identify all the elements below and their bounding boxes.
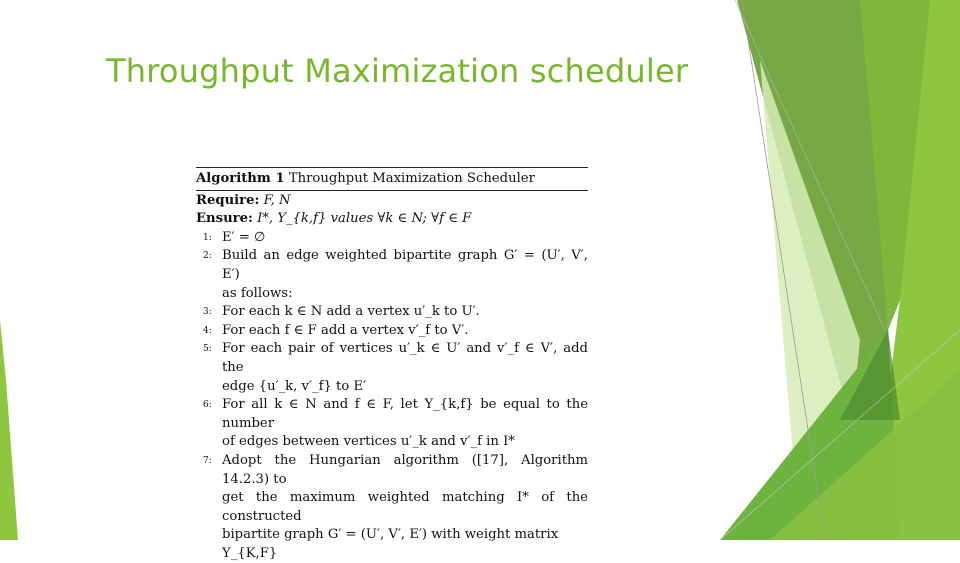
step-text: bipartite graph G′ = (U′, V′, E′) with weight matrix: [222, 527, 559, 543]
step-number: 3:: [203, 307, 212, 318]
step-text: of edges between vertices u′_k and v′_f in I*: [222, 434, 515, 450]
algorithm-ensure: [196, 210, 588, 229]
deco-left-sliver: [0, 320, 18, 540]
algorithm-step: [196, 452, 588, 489]
algorithm-step: [196, 433, 588, 452]
step-number: [196, 489, 222, 526]
step-text: Build an edge weighted bipartite graph G′ = (U′, V′, E′): [222, 248, 588, 282]
slide-title: Throughput Maximization scheduler: [106, 52, 689, 90]
algorithm-label: Algorithm 1: [196, 171, 285, 186]
step-text: edge {u′_k, v′_f} to E′: [222, 378, 367, 394]
algorithm-step: [196, 340, 588, 377]
step-number: [196, 378, 222, 397]
algorithm-step: [196, 322, 588, 341]
step-number: 5:: [203, 344, 212, 355]
step-text: For each pair of vertices u′_k ∈ U′ and v′_f ∈ V′, add the: [222, 341, 588, 375]
step-text: as follows:: [222, 285, 293, 301]
algorithm-step: [196, 396, 588, 433]
require-label: Require:: [196, 192, 260, 208]
step-number: [196, 285, 222, 304]
step-number: 2:: [203, 251, 212, 262]
step-text: For each f ∈ F add a vertex v′_f to V′.: [222, 322, 469, 338]
step-text: For each k ∈ N add a vertex u′_k to U′.: [222, 304, 480, 320]
require-text: F, N: [263, 192, 291, 208]
algorithm-header-rule: [196, 190, 588, 191]
algorithm-step: [196, 285, 588, 304]
step-number: 1:: [203, 232, 212, 243]
algorithm-step: [196, 489, 588, 526]
algorithm-step: [196, 303, 588, 322]
step-number: 6:: [203, 400, 212, 411]
step-text: E′ = ∅: [222, 229, 266, 245]
step-number: 7:: [203, 455, 212, 466]
algorithm-step: [196, 229, 588, 248]
ensure-label: Ensure:: [196, 211, 253, 227]
step-number: [196, 545, 222, 563]
step-text: For all k ∈ N and f ∈ F, let Y_{k,f} be equal to the number: [222, 397, 588, 431]
algorithm-step: [196, 378, 588, 397]
step-number: 4:: [203, 325, 212, 336]
step-number: [196, 526, 222, 545]
step-number: [196, 433, 222, 452]
algorithm-step: [196, 247, 588, 284]
algorithm-require: [196, 192, 588, 211]
step-text: Adopt the Hungarian algorithm ([17], Algorithm 14.2.3) to: [222, 452, 588, 487]
step-text: Y_{K,F}: [222, 545, 278, 561]
step-text: get the maximum weighted matching I* of the constructed: [222, 490, 588, 524]
algorithm-header: [196, 168, 588, 189]
ensure-text: I*, Y_{k,f} values ∀k ∈ N; ∀f ∈ F: [257, 211, 472, 227]
algorithm-box: [196, 167, 588, 563]
algorithm-step: [196, 545, 588, 563]
algorithm-name: Throughput Maximization Scheduler: [288, 171, 535, 186]
algorithm-step: [196, 526, 588, 545]
